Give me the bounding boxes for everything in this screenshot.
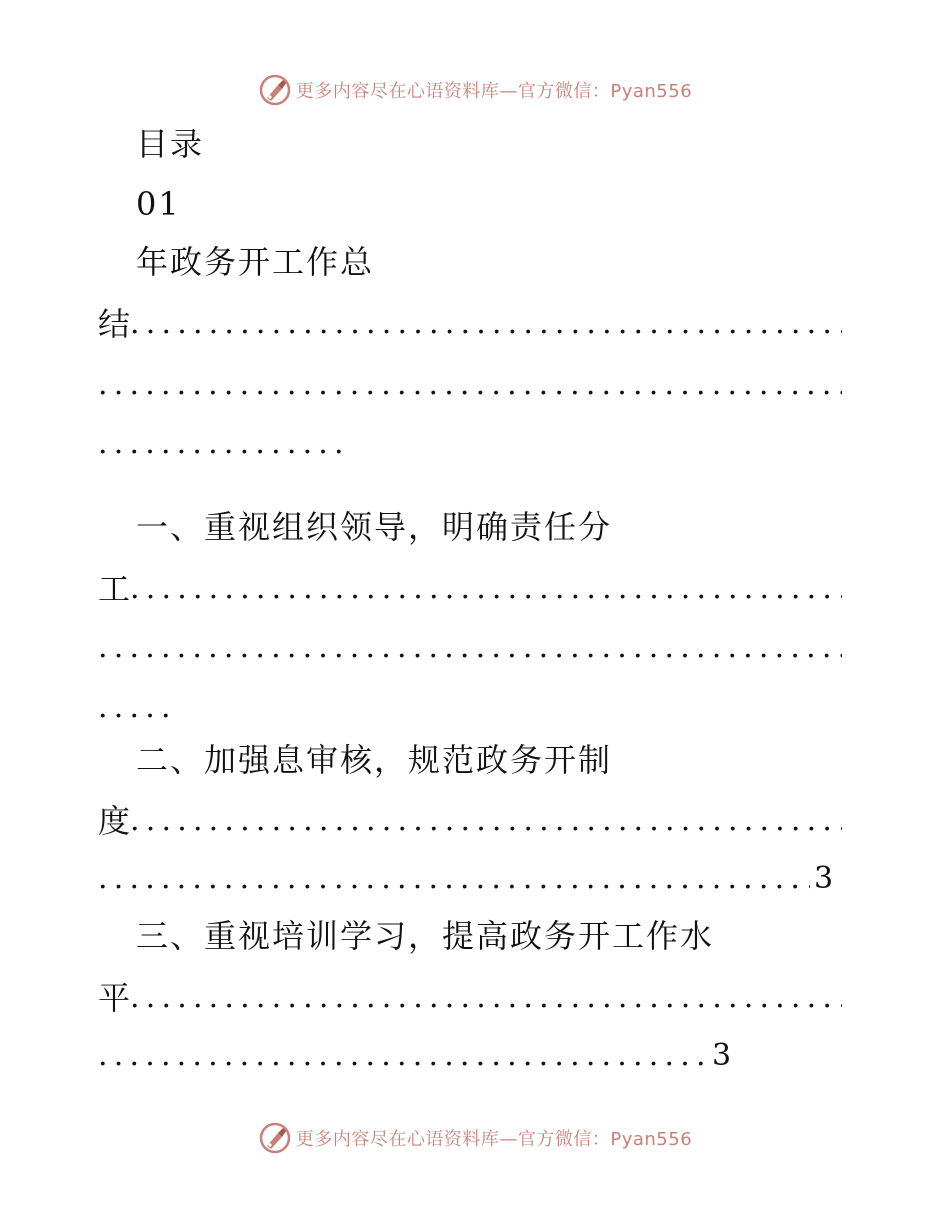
pen-logo-icon xyxy=(258,73,292,107)
leader-dots xyxy=(130,569,842,609)
toc-entry-title[interactable]: 年政务开工作总 xyxy=(136,243,375,281)
toc-entry-title[interactable]: 二、加强息审核，规范政务开制 xyxy=(136,741,613,779)
leader-dots xyxy=(130,801,842,841)
toc-entry-title[interactable]: 一、重视组织领导，明确责任分 xyxy=(136,508,613,546)
toc-entry-title-end[interactable]: 结 xyxy=(98,305,133,343)
leader-dots xyxy=(98,688,176,728)
page-number: 3 xyxy=(712,1038,732,1073)
leader-dots xyxy=(130,304,842,344)
leader-dots xyxy=(98,365,842,405)
header-watermark xyxy=(0,70,950,110)
watermark-text: 更多内容尽在心语资料库—官方微信：Pyan556 xyxy=(295,81,693,102)
toc-entry-title[interactable]: 三、重视培训学习，提高政务开工作水 xyxy=(136,917,715,955)
toc-entry-title-end[interactable]: 平 xyxy=(98,979,133,1017)
watermark-text: 更多内容尽在心语资料库—官方微信：Pyan556 xyxy=(295,1129,693,1150)
page-number: 3 xyxy=(814,861,834,896)
toc-entry-title-end[interactable]: 工 xyxy=(98,570,133,608)
toc-heading: 目录 xyxy=(136,125,205,163)
leader-dots xyxy=(98,1036,710,1076)
leader-dots xyxy=(98,859,810,899)
leader-dots xyxy=(130,978,842,1018)
toc-entry-title-end[interactable]: 度 xyxy=(98,802,133,840)
toc-number: 01 xyxy=(136,185,181,223)
leader-dots xyxy=(98,628,842,668)
leader-dots xyxy=(98,424,350,464)
footer-watermark xyxy=(0,1118,950,1158)
pen-logo-icon xyxy=(258,1121,292,1155)
